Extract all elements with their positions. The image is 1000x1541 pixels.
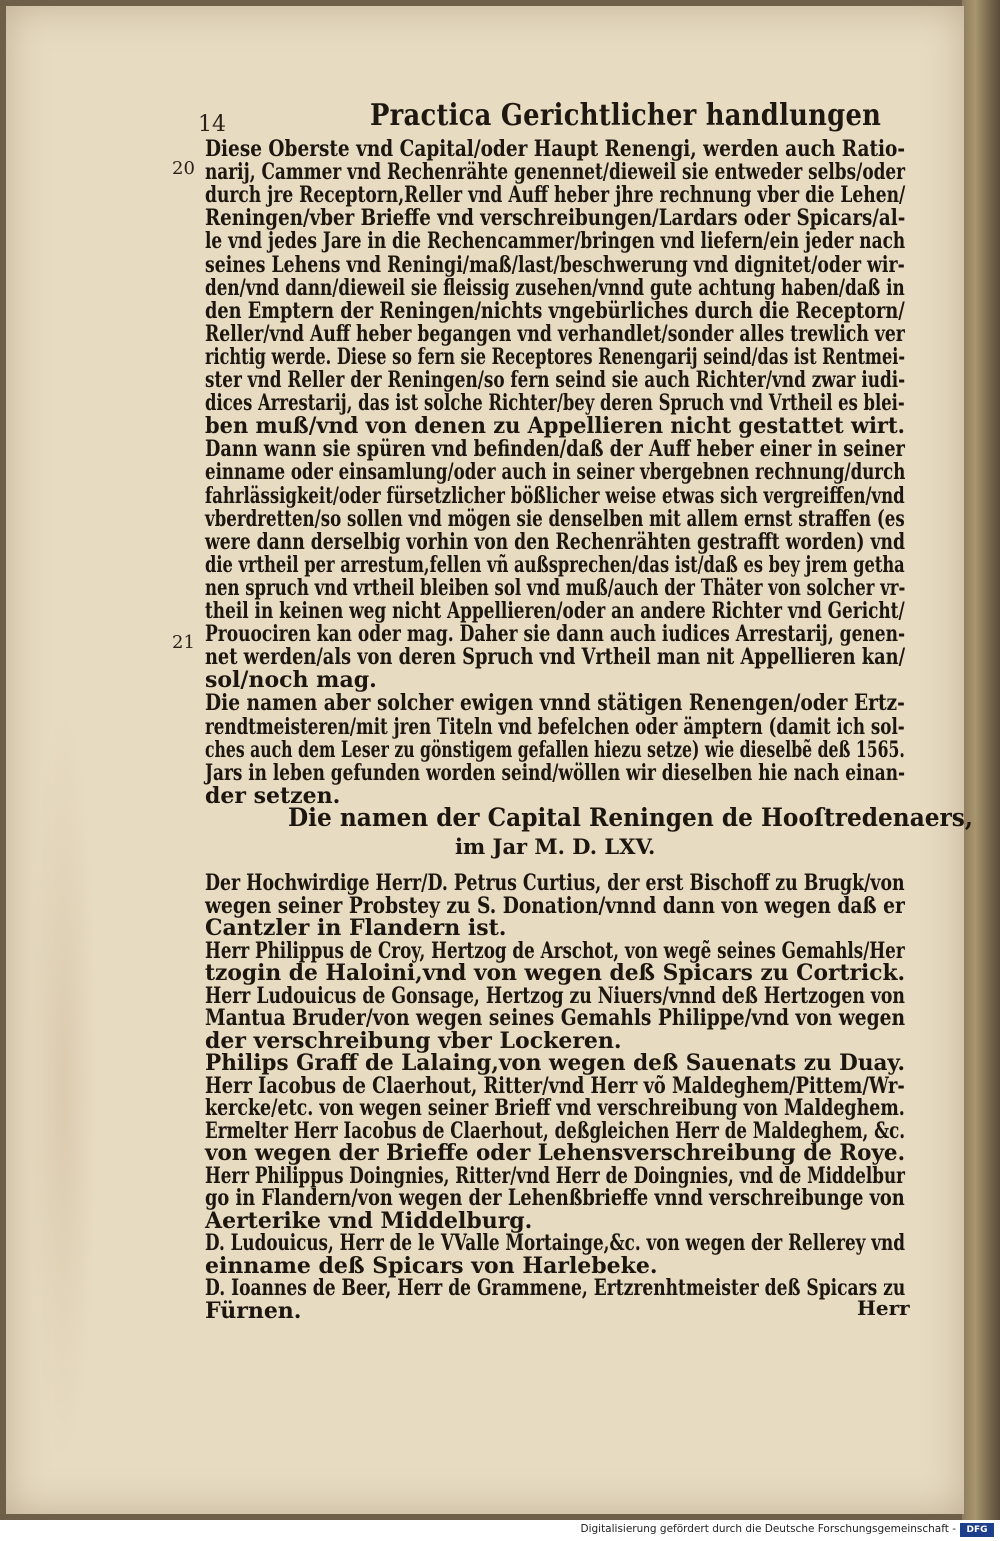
paper-stain — [28, 706, 98, 1466]
list-entry-line: D. Ioannes de Beer, Herr de Grammene, Ertzrenhtmeister deß Spicars zu — [205, 1275, 906, 1301]
body-line: Prouociren kan oder mag. Daher sie dann auch iudices Arrestarij, genen- — [205, 621, 906, 648]
body-line: narij, Cammer vnd Rechenrähte genennet/dieweil sie entweder selbs/oder — [205, 159, 906, 186]
list-entry-line: Cantzler in Flandern ist. — [205, 915, 507, 941]
list-entry-line: kercke/etc. von wegen seiner Brieff vnd verschreibung von Maldeghem. — [205, 1095, 905, 1121]
body-line: ches auch dem Leser zu gönstigem gefallen hiezu setze) wie dieselbẽ deß 1565. — [205, 736, 905, 763]
body-line: durch jre Receptorn,Reller vnd Auff heber jhre rechnung vber die Lehen/ — [205, 182, 906, 209]
margin-number-21: 21 — [172, 632, 195, 653]
catchword: Herr — [857, 1296, 910, 1320]
list-entry-line: go in Flandern/von wegen der Lehenßbrieffe vnnd verschreibunge von — [205, 1185, 905, 1211]
body-line: seines Lehens vnd Reningi/maß/last/beschwerung vnd dignitet/oder wir- — [205, 251, 905, 278]
list-entry-line: der verschreibung vber Lockeren. — [205, 1027, 622, 1054]
list-entry-line: D. Ludouicus, Herr de le VValle Mortainge,&c. von wegen der Rellerey vnd — [205, 1230, 905, 1256]
body-line: Jars in leben gefunden worden seind/wöllen wir dieselben hie nach einan- — [205, 759, 906, 786]
body-line: einname oder einsamlung/oder auch in seiner vbergebnen rechnung/durch — [205, 459, 906, 486]
running-title: Practica Gerichtlicher handlungen — [370, 98, 882, 133]
footer-bar — [0, 1520, 1000, 1541]
list-entry-line: Philips Graff de Lalaing,von wegen deß Sauenats zu Duay. — [205, 1050, 905, 1076]
list-entry-line: Herr Ludouicus de Gonsage, Hertzog zu Niuers/vnnd deß Hertzogen von — [205, 982, 905, 1009]
body-line: den Emptern der Reningen/nichts vngebürliches durch die Receptorn/ — [205, 297, 905, 324]
body-line: rendtmeisteren/mit jren Titeln vnd befelchen oder ämptern (damit ich sol- — [205, 713, 905, 740]
body-line: were dann derselbig vorhin von den Rechenrähten gestrafft worden) vnd — [205, 528, 905, 555]
body-line: Die namen aber solcher ewigen vnnd stätigen Renengen/oder Ertz- — [205, 690, 905, 717]
list-entry-line: von wegen der Brieffe oder Lehensverschreibung de Roye. — [205, 1140, 906, 1166]
section-heading-line1: Die namen der Capital Reningen de Hooſtredenaers, — [288, 803, 973, 832]
body-line: nen spruch vnd vrtheil bleiben sol vnd muß/auch der Thäter von solcher vr- — [205, 574, 906, 601]
body-line: Dann wann sie spüren vnd befinden/daß der Auff heber einer in seiner — [205, 436, 905, 463]
book-edge — [962, 0, 1000, 1520]
body-line: die vrtheil per arrestum,fellen vñ außsprechen/das ist/daß es bey jrem getha — [205, 551, 905, 578]
dfg-logo: DFG — [960, 1523, 994, 1537]
body-line: den/vnd dann/dieweil sie fleissig zusehen/vnnd gute achtung haben/daß in — [205, 274, 905, 301]
body-line: theil in keinen weg nicht Appellieren/oder an andere Richter vnd Gericht/ — [205, 598, 905, 624]
margin-number-20: 20 — [172, 158, 195, 179]
list-entry-line: Ermelter Herr Iacobus de Claerhout, deßgleichen Herr de Maldeghem, &c. — [205, 1117, 906, 1144]
body-line: Reningen/vber Brieffe vnd verschreibungen/Lardars oder Spicars/al- — [205, 205, 906, 232]
body-line: le vnd jedes Jare in die Rechencammer/bringen vnd liefern/ein jeder nach — [205, 228, 906, 255]
body-line: sol/noch mag. — [205, 667, 377, 694]
body-line: Reller/vnd Auff heber begangen vnd verhandlet/sonder alles trewlich ver — [205, 320, 905, 347]
body-line: net werden/als von deren Spruch vnd Vrtheil man nit Appellieren kan/ — [205, 644, 906, 671]
funding-note: Digitalisierung gefördert durch die Deutsche Forschungsgemeinschaft - — [580, 1523, 956, 1535]
body-line: vberdretten/so sollen vnd mögen sie denselben mit allem ernst straffen (es — [205, 505, 905, 532]
list-entry-line: Der Hochwirdige Herr/D. Petrus Curtius, der erst Bischoff zu Brugk/von — [205, 870, 905, 896]
body-line: fahrlässigkeit/oder fürsetzlicher bößlicher weise etwas sich vergreiffen/vnd — [205, 482, 905, 509]
list-entry-line: wegen seiner Probstey zu S. Donation/vnnd dann von wegen daß er — [205, 892, 905, 919]
body-line: ben muß/vnd von denen zu Appellieren nicht gestattet wirt. — [205, 413, 905, 440]
list-entry-line: tzogin de Haloini,vnd von wegen deß Spicars zu Cortrick. — [205, 960, 906, 986]
body-line: Diese Oberste vnd Capital/oder Haupt Renengi, werden auch Ratio- — [205, 136, 906, 162]
list-entry-line: einname deß Spicars von Harlebeke. — [205, 1252, 658, 1279]
page-number: 14 — [198, 112, 226, 137]
list-entry-line: Fürnen. — [205, 1297, 302, 1324]
body-line: dices Arrestarij, das ist solche Richter/bey deren Spruch vnd Vrtheil es blei- — [205, 390, 905, 417]
body-line: der setzen. — [205, 782, 341, 809]
body-line: ster vnd Reller der Reningen/so fern seind sie auch Richter/vnd zwar iudi- — [205, 367, 906, 393]
list-entry-line: Mantua Bruder/von wegen seines Gemahls Philippe/vnd von wegen — [205, 1005, 906, 1031]
body-line: richtig werde. Diese so fern sie Receptores Renengarij seind/das ist Rentmei- — [205, 343, 906, 370]
list-entry-line: Herr Iacobus de Claerhout, Ritter/vnd Herr võ Maldeghem/Pittem/Wr- — [205, 1072, 905, 1099]
list-entry-line: Aerterike vnd Middelburg. — [205, 1207, 533, 1234]
list-entry-line: Herr Philippus Doingnies, Ritter/vnd Herr de Doingnies, vnd de Middelbur — [205, 1162, 905, 1189]
section-heading-line2: im Jar M. D. LXV. — [455, 834, 656, 859]
list-entry-line: Herr Philippus de Croy, Hertzog de Arschot, von wegẽ seines Gemahls/Her — [205, 937, 905, 964]
